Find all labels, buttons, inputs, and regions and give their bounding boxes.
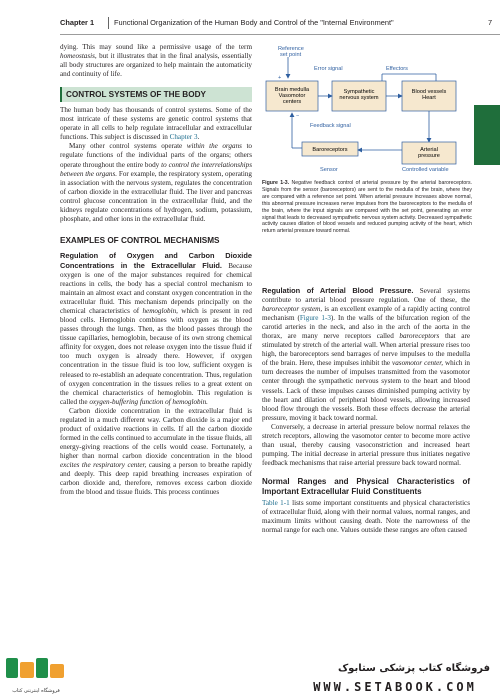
figure-1-3-diagram [262,44,468,180]
conversely-paragraph: Conversely, a decrease in arterial pressure below normal relaxes the stretch receptors, allowing the vasomotor center to become more active than usual, thereby causing vasoconstriction and increased heart pumping. The initial decrease in arterial pressure thus initiates negative feedback mechanisms that raise arterial pressure back toward normal. [262,422,470,467]
plus-sign: + [278,75,282,81]
control-paragraph-2: Many other control systems operate within the organs to regulate functions of the individual parts of the organs; others operate throughout the entire body to control the interrelationships between the organs. For example, the respiratory system, operating in association with the nervous system, regulates the concentration of carbon dioxide in the extracellular fluid. The liver and pancreas control glucose concentration in the extracellular fluid, and the kidneys regulate concentrations of hydrogen, sodium, potassium, phosphate, and other ions in the extracellular fluid. [60,142,253,223]
intro-paragraph: dying. This may sound like a permissive usage of the term homeostasis, but it illustrates that in the final analysis, essentially all body structures are organized to help maintain the automaticity and continuity of life. [60,43,252,79]
unit-tab [467,105,500,165]
heading-control-systems: CONTROL SYSTEMS OF THE BODY [60,87,252,102]
running-header [0,0,500,40]
svg-text:Sympatheticnervous system: Sympathetic nervous system [339,89,379,101]
page-number: 7 [488,18,493,27]
table-1-1-link[interactable]: Table 1-1 [262,498,290,507]
heading-normal-ranges: Normal Ranges and Physical Characteristics of Important Extracellular Fluid Constituents [262,476,470,496]
figure-caption: Figure 1-3. Negative feedback control of arterial pressure by the arterial baroreceptors. Signals from the sensor (baroreceptors) are sent to the medulla of the brain, where they are compared with a reference set point. When arterial pressure increases above normal, this abnormal pressure increases nerve impulses from the baroreceptors to the medulla of the brain, where the input signals are compared with the set point, generating an error signal that leads to decreased sympathetic nervous system activity. Decreased sympathetic activity causes dilation of blood vessels and reduced pumping activity of the heart, which return arterial pressure toward normal. [262,180,473,235]
ref-line-1: Reference [278,46,304,52]
label-feedback-signal: Feedback signal [310,123,351,129]
chapter-3-link[interactable]: Chapter 3 [169,133,198,142]
svg-text:Baroreceptors: Baroreceptors [312,147,348,153]
logo-caption: فروشگاه اینترنتی کتاب [12,688,60,694]
header-rule [60,34,500,35]
left-column [60,43,252,497]
table-paragraph: Table 1-1 lists some important constituents and physical characteristics of extracellular fluid, along with their normal values, normal ranges, and maximum limits without causing death. Note the narrowness of the normal range for each one. Values outside these ranges are often caused [262,498,471,535]
figure-1-3-link[interactable]: Figure 1-3 [299,314,331,323]
label-sensor: Sensor [320,167,338,173]
label-reference-set-point [278,46,304,58]
website-url[interactable]: WWW.SETABOOK.COM [313,680,477,694]
chapter-label: Chapter 1 [60,18,95,27]
svg-text:Blood vesselsHeart: Blood vessels Heart [411,89,447,101]
oxygen-subheading: Regulation of Oxygen and Carbon Dioxide Concentrations in the Extracellular Fluid. [60,250,252,270]
control-paragraph-1: The human body has thousands of control systems. Some of the most intricate of these systems are genetic control systems that operate in all cells to help regulate intracellular and extracellular functions. This subject is discussed in Chapter 3. [60,106,252,142]
oxygen-paragraph: Regulation of Oxygen and Carbon Dioxide Concentrations in the Extracellular Fluid. Because oxygen is one of the major substances required for chemical reactions in cells, the body has a special control mechanism to maintain an almost exact and constant oxygen concentration in the extracellular fluid. This mechanism depends principally on the chemical characteristics of hemoglobin, which is present in red blood cells. Hemoglobin combines with oxygen as the blood passes through the lungs. Then, as the blood passes through the tissue capillaries, hemoglobin, because of its own strong chemical affinity for oxygen, does not release oxygen into the tissue fluid if too much oxygen is already there. However, if oxygen concentration in the tissue fluid is too low, sufficient oxygen is released to re-establish an adequate concentration. Thus, regulation of oxygen concentration in the tissues relies to a great extent on the chemical characteristics of hemoglobin. This regulation is called the oxygen-buffering function of hemoglobin. [60,250,252,406]
svg-text:Arterialpressure: Arterial pressure [418,147,440,159]
svg-text:Brain medullaVasomotorcenters: Brain medulla Vasomotor centers [274,87,310,105]
unit-tab-label: UNIT I [467,129,476,157]
header-separator [108,17,109,29]
minus-sign: − [296,113,300,119]
label-controlled-variable: Controlled variable [402,167,449,173]
carbon-dioxide-paragraph: Carbon dioxide concentration in the extracellular fluid is regulated in a much different way. Carbon dioxide is a major end product of oxidative reactions in cells. If all the carbon dioxide formed in the cells continued to accumulate in the tissue fluids, all energy-giving reactions of the cells would cease. Fortunately, a higher than normal carbon dioxide concentration in the blood excites the respiratory center, causing a person to breathe rapidly and deeply. This deep rapid breathing increases expiration of carbon dioxide and, therefore, removes excess carbon dioxide from the blood and tissue fluids. This process continues [60,406,252,497]
ref-line-2: set point [280,52,302,58]
label-error-signal: Error signal [314,66,343,72]
label-effectors: Effectors [386,66,408,72]
chapter-title: Functional Organization of the Human Body and Control of the "Internal Environment" [114,18,394,27]
blood-pressure-subheading: Regulation of Arterial Blood Pressure. [262,286,414,295]
heading-examples: EXAMPLES OF CONTROL MECHANISMS [60,235,220,245]
shop-name: فروشگاه کتاب پزشکی ستابوک [337,663,491,674]
right-column [262,286,470,535]
blood-pressure-paragraph: Regulation of Arterial Blood Pressure. Several systems contribute to arterial blood pressure regulation. One of these, the baroreceptor system, is an excellent example of a rapidly acting control mechanism (Figure 1-3). In the walls of the bifurcation region of the carotid arteries in the neck, and also in the arch of the aorta in the thorax, are many nerve receptors called baroreceptors that are stimulated by stretch of the arterial wall. When arterial pressure rises too high, the baroreceptors send barrages of nerve impulses to the medulla of the brain. Here, these impulses inhibit the vasomotor center, which in turn decreases the number of impulses transmitted from the vasomotor center through the sympathetic nervous system to the heart and blood vessels. Lack of these impulses causes diminished pumping activity by the heart and dilation of peripheral blood vessels, allowing increased blood flow through the vessels. Both these effects decrease the arterial pressure, moving it back toward normal. [262,286,471,422]
